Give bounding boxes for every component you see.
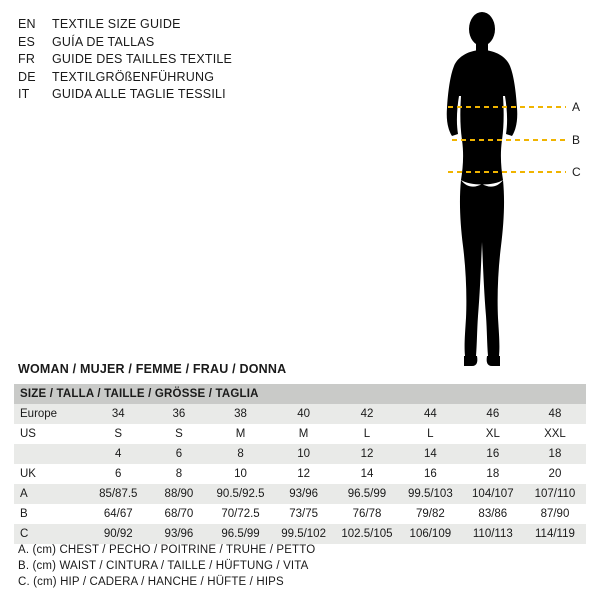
language-code: DE bbox=[18, 69, 36, 84]
measurement-notes bbox=[18, 542, 315, 590]
table-cell: 40 bbox=[297, 408, 310, 420]
table-cell: 114/119 bbox=[535, 528, 575, 540]
table-cell: XXL bbox=[544, 428, 566, 440]
table-cell: 110/113 bbox=[472, 528, 513, 540]
table-cell: 6 bbox=[115, 468, 122, 480]
table-cell: L bbox=[363, 428, 371, 440]
table-cell: 20 bbox=[548, 468, 562, 480]
marker-label-a: A bbox=[572, 100, 581, 114]
table-cell: 12 bbox=[360, 448, 374, 460]
table-cell: 102.5/105 bbox=[341, 528, 393, 540]
table-cell: 93/96 bbox=[164, 528, 194, 540]
table-cell: 12 bbox=[297, 468, 310, 480]
table-cell: 88/90 bbox=[164, 488, 194, 500]
table-row bbox=[14, 504, 586, 524]
language-title: GUÍA DE TALLAS bbox=[52, 34, 155, 49]
language-row bbox=[18, 34, 318, 52]
table-cell: 34 bbox=[111, 408, 125, 420]
language-list bbox=[18, 16, 318, 104]
table-cell: 96.5/99 bbox=[347, 488, 387, 500]
table-cell: M bbox=[235, 428, 246, 440]
row-label bbox=[14, 444, 87, 464]
marker-line-c-icon bbox=[448, 167, 568, 177]
table-cell: 83/86 bbox=[478, 508, 508, 520]
table-cell: 4 bbox=[115, 448, 122, 460]
table-cell: 96.5/99 bbox=[221, 528, 260, 540]
table-cell: 64/67 bbox=[103, 508, 133, 520]
table-cell: 107/110 bbox=[534, 488, 576, 500]
table-cell: 93/96 bbox=[289, 488, 318, 500]
table-cell: 44 bbox=[423, 408, 437, 420]
measurement-marker-a bbox=[448, 101, 584, 113]
table-cell: 14 bbox=[423, 448, 437, 460]
note-line: C. (cm) HIP / CADERA / HANCHE / HÜFTE / HIPS bbox=[18, 576, 284, 588]
row-label: UK bbox=[20, 468, 36, 480]
table-cell: 104/107 bbox=[472, 488, 514, 500]
table-cell: 10 bbox=[297, 448, 310, 460]
table-cell: L bbox=[427, 428, 434, 440]
table-cell: 79/82 bbox=[415, 508, 445, 520]
table-row bbox=[14, 424, 586, 444]
language-code: ES bbox=[18, 34, 36, 49]
table-cell: 99.5/103 bbox=[407, 488, 453, 500]
language-row bbox=[18, 51, 318, 69]
table-cell: S bbox=[175, 428, 183, 440]
note-line: B. (cm) WAIST / CINTURA / TAILLE / HÜFTUNG / VITA bbox=[18, 560, 309, 572]
table-cell: 46 bbox=[486, 408, 500, 420]
table-cell: 8 bbox=[175, 468, 183, 480]
table-cell: 90/92 bbox=[103, 528, 133, 540]
row-label: US bbox=[20, 428, 36, 440]
table-cell: 68/70 bbox=[164, 508, 194, 520]
table-row bbox=[14, 464, 586, 484]
measurement-marker-c bbox=[448, 166, 584, 178]
language-title: GUIDE DES TAILLES TEXTILE bbox=[52, 52, 233, 66]
table-cell: M bbox=[298, 428, 309, 440]
table-cell: S bbox=[114, 428, 123, 440]
table-cell: 73/75 bbox=[289, 508, 318, 520]
table-row bbox=[14, 444, 586, 464]
language-row bbox=[18, 69, 318, 87]
language-row bbox=[18, 86, 318, 104]
language-row bbox=[18, 16, 318, 34]
table-cell: 87/90 bbox=[540, 508, 570, 520]
table-cell: 76/78 bbox=[352, 508, 382, 520]
language-code: IT bbox=[18, 87, 30, 101]
marker-label-c: C bbox=[572, 165, 581, 179]
marker-line-b-icon bbox=[452, 135, 568, 145]
table-cell: 38 bbox=[234, 408, 247, 420]
size-table bbox=[14, 384, 586, 544]
table-cell: 18 bbox=[548, 448, 562, 460]
table-cell: 8 bbox=[237, 448, 244, 460]
table-cell: 16 bbox=[423, 468, 437, 480]
table-cell: 85/87.5 bbox=[99, 488, 138, 500]
table-cell: 70/72.5 bbox=[221, 508, 260, 520]
language-title: TEXTILE SIZE GUIDE bbox=[52, 17, 181, 31]
marker-line-a-icon bbox=[448, 102, 568, 112]
language-title: GUIDA ALLE TAGLIE TESSILI bbox=[52, 87, 226, 101]
table-cell: 42 bbox=[360, 408, 374, 420]
language-code: FR bbox=[18, 52, 36, 66]
table-cell: 90.5/92.5 bbox=[216, 488, 265, 500]
table-row bbox=[14, 524, 586, 544]
language-title: TEXTILGRÖßENFÜHRUNG bbox=[52, 69, 215, 84]
row-label: A bbox=[20, 488, 28, 500]
measurement-marker-b bbox=[452, 134, 584, 146]
table-cell: 18 bbox=[486, 468, 500, 480]
note-line: A. (cm) CHEST / PECHO / POITRINE / TRUHE / PETTO bbox=[18, 544, 316, 556]
table-cell: 99.5/102 bbox=[281, 528, 326, 540]
female-silhouette-icon bbox=[430, 8, 590, 370]
table-row bbox=[14, 404, 586, 424]
table-cell: 36 bbox=[172, 408, 186, 420]
table-row bbox=[14, 484, 586, 504]
table-cell: 48 bbox=[548, 408, 562, 420]
marker-label-b: B bbox=[572, 133, 581, 147]
table-cell: 6 bbox=[175, 448, 183, 460]
row-label: C bbox=[20, 528, 29, 540]
table-cell: XL bbox=[485, 428, 500, 440]
language-code: EN bbox=[18, 17, 36, 31]
table-cell: 106/109 bbox=[409, 528, 452, 540]
table-cell: 16 bbox=[486, 448, 500, 460]
table-header-label: SIZE / TALLA / TAILLE / GRÖSSE / TAGLIA bbox=[20, 388, 259, 400]
table-cell: 14 bbox=[360, 468, 374, 480]
row-label: B bbox=[20, 508, 28, 520]
figure-illustration bbox=[430, 8, 590, 370]
table-cell: 10 bbox=[234, 468, 247, 480]
row-label: Europe bbox=[20, 408, 58, 420]
table-header-row bbox=[14, 384, 586, 404]
section-title: WOMAN / MUJER / FEMME / FRAU / DONNA bbox=[18, 362, 287, 376]
